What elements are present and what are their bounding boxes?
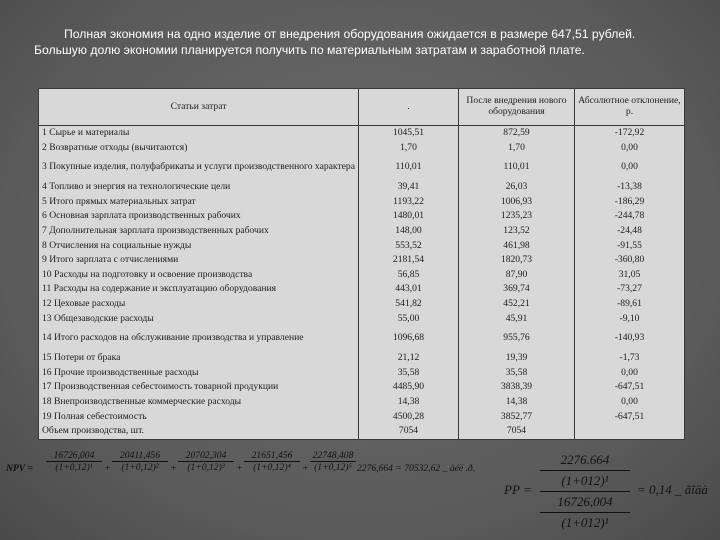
table-row xyxy=(39,366,685,381)
npv-term-numerator: 20702,304 xyxy=(178,450,234,462)
row-name: 1 Сырье и материалы xyxy=(39,126,359,141)
row-deviation: -1,73 xyxy=(575,351,685,366)
row-deviation: 0,00 xyxy=(575,155,685,180)
table-row xyxy=(39,224,685,239)
row-before: 1480,01 xyxy=(359,209,459,224)
table-row xyxy=(39,326,685,351)
intro-paragraph: Полная экономия на одно изделие от внедрения оборудования ожидается в размере 647,51 рублей. Большую долю экономии планируется получить по материальным затратам и заработной плате. xyxy=(34,27,636,57)
npv-term-numerator: 16726,004 xyxy=(46,450,102,462)
row-before: 1193,22 xyxy=(359,195,459,210)
row-before: 55,00 xyxy=(359,312,459,327)
plus-sign: + xyxy=(236,463,243,474)
row-name: Объем производства, шт. xyxy=(39,424,359,439)
plus-sign: + xyxy=(302,463,309,474)
table-row xyxy=(39,297,685,312)
table-row xyxy=(39,180,685,195)
pp-fraction xyxy=(540,452,630,531)
row-before: 443,01 xyxy=(359,282,459,297)
row-after: 461,98 xyxy=(459,239,575,254)
table-row xyxy=(39,351,685,366)
row-name: 18 Внепроизводственные коммерческие расходы xyxy=(39,395,359,410)
row-before: 1045,51 xyxy=(359,126,459,141)
row-before: 39,41 xyxy=(359,180,459,195)
row-after: 87,90 xyxy=(459,268,575,283)
row-before: 541,82 xyxy=(359,297,459,312)
row-deviation: -89,61 xyxy=(575,297,685,312)
row-deviation: -13,38 xyxy=(575,180,685,195)
row-after: 1,70 xyxy=(459,141,575,156)
table-row xyxy=(39,380,685,395)
row-after: 872,59 xyxy=(459,126,575,141)
row-name: 11 Расходы на содержание и эксплуатацию оборудования xyxy=(39,282,359,297)
row-before: 4500,28 xyxy=(359,410,459,425)
row-before: 4485,90 xyxy=(359,380,459,395)
row-before: 148,00 xyxy=(359,224,459,239)
npv-term xyxy=(46,450,102,473)
table-body xyxy=(39,126,685,440)
row-deviation: -91,55 xyxy=(575,239,685,254)
row-after: 1820,73 xyxy=(459,253,575,268)
table-row xyxy=(39,253,685,268)
row-before: 1096,68 xyxy=(359,326,459,351)
row-deviation: 31,05 xyxy=(575,268,685,283)
row-after: 955,76 xyxy=(459,326,575,351)
table-row xyxy=(39,424,685,439)
pp-num-bottom: (1+012)¹ xyxy=(561,473,609,488)
row-name: 3 Покупные изделия, полуфабрикаты и услуги производственного характера xyxy=(39,155,359,180)
row-deviation: -24,48 xyxy=(575,224,685,239)
row-after: 123,52 xyxy=(459,224,575,239)
row-deviation: -172,92 xyxy=(575,126,685,141)
row-name: 16 Прочие производственные расходы xyxy=(39,366,359,381)
npv-term xyxy=(112,450,168,473)
row-deviation: -140,93 xyxy=(575,326,685,351)
npv-term xyxy=(244,450,300,473)
row-name: 13 Общезаводские расходы xyxy=(39,312,359,327)
row-before: 553,52 xyxy=(359,239,459,254)
row-name: 4 Топливо и энергия на технологические цели xyxy=(39,180,359,195)
table-row xyxy=(39,126,685,141)
pp-den-bottom: (1+012)¹ xyxy=(561,515,609,530)
row-before: 2181,54 xyxy=(359,253,459,268)
table-row xyxy=(39,141,685,156)
row-name: 8 Отчисления на социальные нужды xyxy=(39,239,359,254)
row-before: 35,58 xyxy=(359,366,459,381)
header-after: После внедрения нового оборудования xyxy=(459,89,575,126)
npv-term-denominator: (1+0,12)⁴ xyxy=(253,462,291,473)
row-deviation: -647,51 xyxy=(575,410,685,425)
row-deviation: -73,27 xyxy=(575,282,685,297)
npv-result: 2276,664 = 70532,62 _ äéë .ð. xyxy=(357,463,476,474)
row-after: 26,03 xyxy=(459,180,575,195)
row-after: 19,39 xyxy=(459,351,575,366)
npv-term-denominator: (1+0,12)¹ xyxy=(55,462,93,473)
row-after: 1235,23 xyxy=(459,209,575,224)
row-name: 7 Дополнительная зарплата производственных рабочих xyxy=(39,224,359,239)
row-before: 110,01 xyxy=(359,155,459,180)
npv-term-denominator: (1+0,12)³ xyxy=(187,462,225,473)
npv-term-numerator: 21651,456 xyxy=(244,450,300,462)
row-after: 7054 xyxy=(459,424,575,439)
table-row xyxy=(39,155,685,180)
table-row xyxy=(39,239,685,254)
table-row xyxy=(39,195,685,210)
row-after: 452,21 xyxy=(459,297,575,312)
fraction-line xyxy=(540,512,630,513)
row-after: 14,38 xyxy=(459,395,575,410)
row-before: 56,85 xyxy=(359,268,459,283)
header-cost-items: Статьи затрат xyxy=(39,89,359,126)
npv-term-denominator: (1+0,12)² xyxy=(121,462,159,473)
row-name: 19 Полная себестоимость xyxy=(39,410,359,425)
row-deviation: -360,80 xyxy=(575,253,685,268)
row-deviation: -647,51 xyxy=(575,380,685,395)
row-deviation: 0,00 xyxy=(575,366,685,381)
row-deviation: -244,78 xyxy=(575,209,685,224)
fraction-line xyxy=(540,491,630,492)
table-row xyxy=(39,209,685,224)
row-name: 15 Потери от брака xyxy=(39,351,359,366)
npv-term-denominator: (1+0,12)⁵ xyxy=(314,462,352,473)
table-row xyxy=(39,268,685,283)
npv-term xyxy=(178,450,234,473)
row-after: 369,74 xyxy=(459,282,575,297)
cost-table xyxy=(38,88,685,440)
npv-formula xyxy=(6,450,356,486)
cost-table-container xyxy=(38,88,684,440)
row-before: 21,12 xyxy=(359,351,459,366)
table-row xyxy=(39,312,685,327)
row-name: 9 Итого зарплата с отчислениями xyxy=(39,253,359,268)
npv-term-numerator: 22748,408 xyxy=(310,450,356,462)
row-after: 45,91 xyxy=(459,312,575,327)
row-deviation xyxy=(575,424,685,439)
row-deviation: 0,00 xyxy=(575,141,685,156)
pp-num-top: 2276.664 xyxy=(560,452,610,467)
payback-formula xyxy=(500,452,710,530)
row-after: 110,01 xyxy=(459,155,575,180)
row-deviation: -186,29 xyxy=(575,195,685,210)
pp-label: PP = xyxy=(504,482,532,497)
row-after: 1006,93 xyxy=(459,195,575,210)
table-row xyxy=(39,395,685,410)
row-name: 5 Итого прямых материальных затрат xyxy=(39,195,359,210)
row-deviation: 0,00 xyxy=(575,395,685,410)
row-after: 35,58 xyxy=(459,366,575,381)
pp-den-top: 16726,004 xyxy=(557,494,613,509)
npv-label: NPV = xyxy=(6,463,33,474)
fraction-line xyxy=(540,470,630,471)
row-after: 3852,77 xyxy=(459,410,575,425)
header-deviation: Абсолютное отклонение, р. xyxy=(575,89,685,126)
pp-result: = 0,14 _ ãîäà xyxy=(637,482,708,497)
row-after: 3838,39 xyxy=(459,380,575,395)
row-name: 17 Производственная себестоимость товарной продукции xyxy=(39,380,359,395)
row-deviation: -9,10 xyxy=(575,312,685,327)
row-name: 12 Цеховые расходы xyxy=(39,297,359,312)
row-name: 10 Расходы на подготовку и освоение производства xyxy=(39,268,359,283)
plus-sign: + xyxy=(170,463,177,474)
row-name: 2 Возвратные отходы (вычитаются) xyxy=(39,141,359,156)
table-header-row xyxy=(39,89,685,126)
header-before: . xyxy=(359,89,459,126)
npv-term xyxy=(310,450,356,473)
table-row xyxy=(39,282,685,297)
row-before: 7054 xyxy=(359,424,459,439)
row-name: 6 Основная зарплата производственных рабочих xyxy=(39,209,359,224)
row-before: 14,38 xyxy=(359,395,459,410)
plus-sign: + xyxy=(104,463,111,474)
row-before: 1,70 xyxy=(359,141,459,156)
table-row xyxy=(39,410,685,425)
npv-term-numerator: 20411,456 xyxy=(112,450,168,462)
row-name: 14 Итого расходов на обслуживание производства и управление xyxy=(39,326,359,351)
